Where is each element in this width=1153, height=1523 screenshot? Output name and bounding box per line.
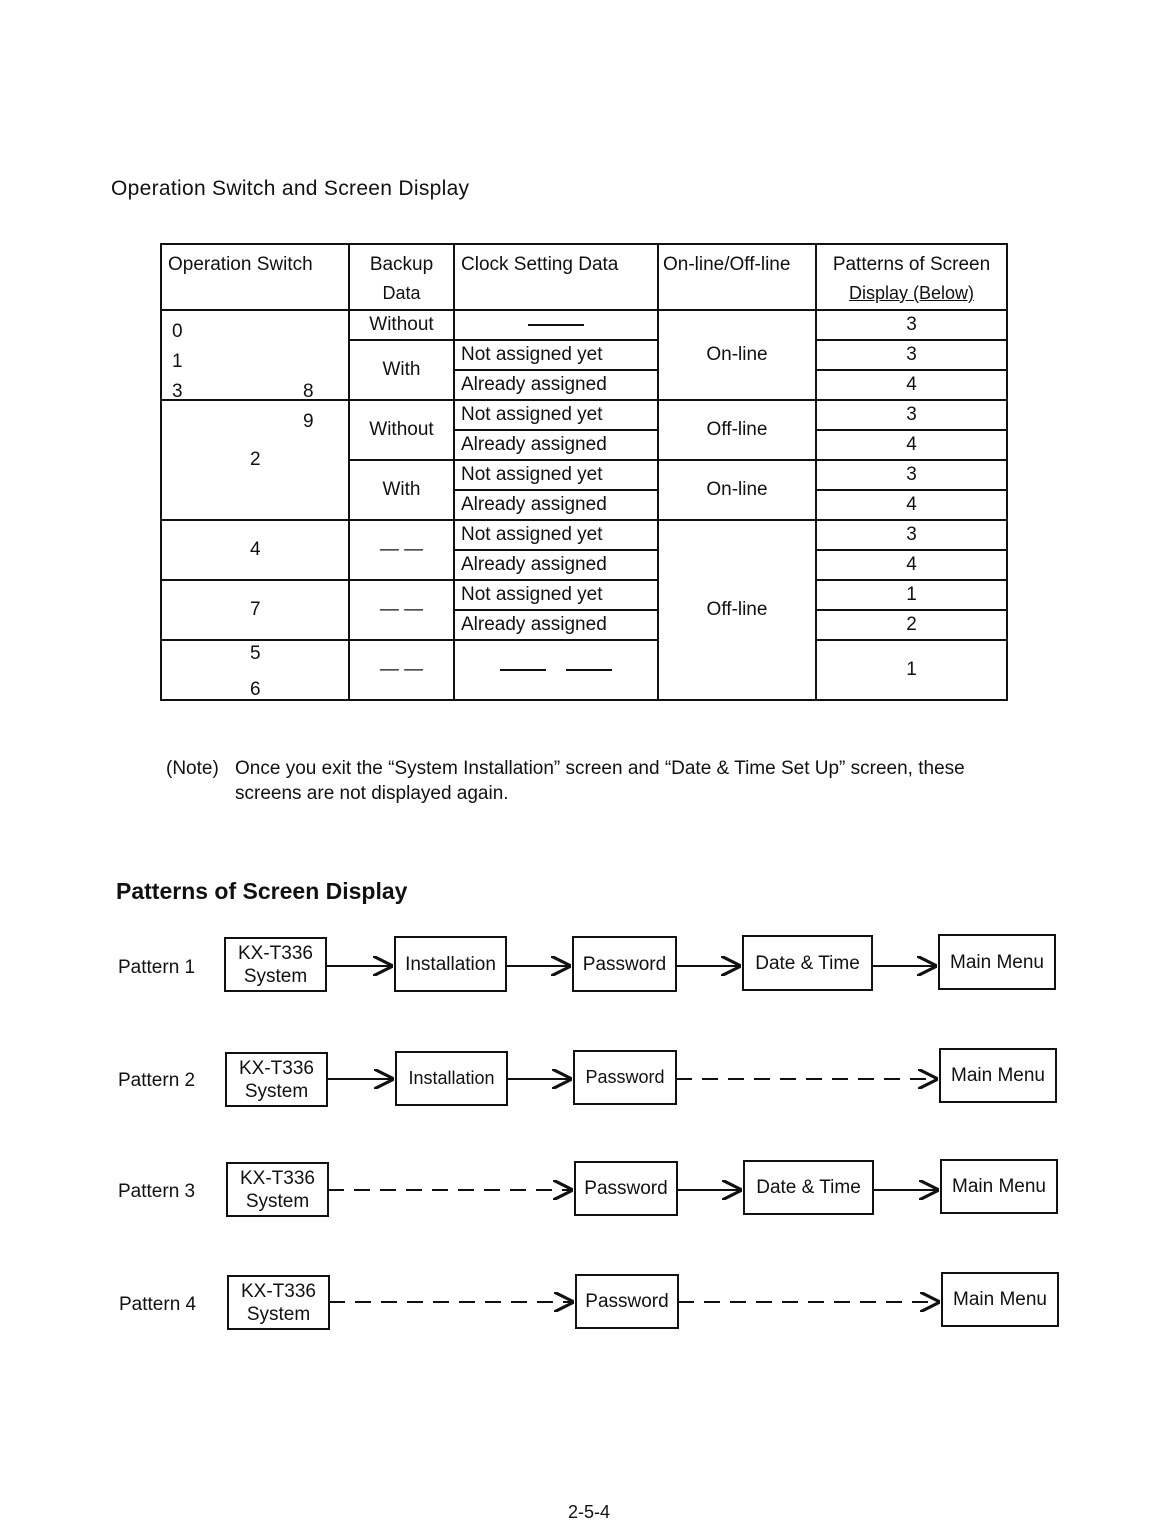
backup-none: — — (349, 640, 454, 700)
pattern-3-date-time-box: Date & Time (743, 1160, 874, 1215)
backup-with: With (349, 460, 454, 520)
system-line1: KX-T336 (241, 1280, 316, 1302)
header-online-offline: On-line/Off-line (658, 244, 816, 310)
pattern-value: 4 (816, 430, 1007, 460)
pattern-3-system-box (226, 1162, 329, 1217)
patterns-title: Patterns of Screen Display (116, 878, 408, 904)
clock-not-assigned: Not assigned yet (454, 520, 658, 550)
switch-value: 8 (303, 381, 314, 402)
pattern-1-label: Pattern 1 (118, 957, 196, 978)
pattern-4-label: Pattern 4 (119, 1294, 197, 1315)
pattern-value: 2 (816, 610, 1007, 640)
pattern-1-main-menu-box: Main Menu (938, 934, 1056, 990)
pattern-2-system-box (225, 1052, 328, 1107)
section-title: Operation Switch and Screen Display (111, 177, 470, 200)
pattern-4-password-box: Password (575, 1274, 679, 1329)
pattern-4-system-box (227, 1275, 330, 1330)
pattern-value: 4 (816, 370, 1007, 400)
pattern-value: 4 (816, 490, 1007, 520)
header-backup-data-line1: Backup (369, 254, 434, 275)
page-number: 2-5-4 (568, 1502, 611, 1522)
switch-value: 6 (250, 679, 261, 700)
header-backup-data-line2: Data (382, 283, 421, 303)
pattern-value: 3 (816, 400, 1007, 430)
backup-without: Without (349, 310, 454, 340)
switch-cell-group-b: 2 (161, 400, 349, 520)
backup-without: Without (349, 400, 454, 460)
backup-none: — — (349, 520, 454, 580)
system-line2: System (246, 1303, 311, 1325)
pattern-2-installation-box: Installation (395, 1051, 508, 1106)
note-text: Once you exit the “System Installation” screen and “Date & Time Set Up” screen, these screens are not displayed again. (235, 758, 965, 804)
clock-already-assigned: Already assigned (454, 550, 658, 580)
note-label: (Note) (166, 758, 219, 779)
mode-offline: Off-line (658, 520, 816, 700)
switch-value: 3 (172, 381, 183, 402)
pattern-3-password-box: Password (574, 1161, 678, 1216)
header-clock-setting-data: Clock Setting Data (454, 244, 658, 310)
header-operation-switch: Operation Switch (161, 244, 349, 310)
clock-already-assigned: Already assigned (454, 370, 658, 400)
switch-value: 1 (172, 351, 183, 372)
switch-cell-group-d: 7 (161, 580, 349, 640)
pattern-2-label: Pattern 2 (118, 1070, 196, 1091)
switch-value: 0 (172, 321, 183, 342)
mode-online: On-line (658, 460, 816, 520)
clock-already-assigned: Already assigned (454, 430, 658, 460)
switch-cell-group-c: 4 (161, 520, 349, 580)
pattern-3-label: Pattern 3 (118, 1181, 196, 1202)
switch-value: 5 (250, 643, 261, 664)
system-line2: System (245, 1190, 310, 1212)
pattern-value: 1 (816, 640, 1007, 700)
system-line2: System (244, 1080, 309, 1102)
header-patterns-line2: Display (Below) (848, 283, 975, 303)
pattern-2-main-menu-box: Main Menu (939, 1048, 1057, 1103)
system-line1: KX-T336 (238, 942, 313, 964)
clock-not-assigned: Not assigned yet (454, 400, 658, 430)
switch-value: 9 (303, 411, 314, 432)
clock-already-assigned: Already assigned (454, 490, 658, 520)
pattern-1-system-box (224, 937, 327, 992)
pattern-value: 4 (816, 550, 1007, 580)
pattern-value: 1 (816, 580, 1007, 610)
backup-none: — — (349, 580, 454, 640)
mode-online: On-line (658, 310, 816, 400)
pattern-value: 3 (816, 520, 1007, 550)
pattern-4-main-menu-box: Main Menu (941, 1272, 1059, 1327)
pattern-value: 3 (816, 310, 1007, 340)
clock-already-assigned: Already assigned (454, 610, 658, 640)
pattern-1-date-time-box: Date & Time (742, 935, 873, 991)
system-line1: KX-T336 (239, 1057, 314, 1079)
system-line2: System (243, 965, 308, 987)
clock-not-assigned: Not assigned yet (454, 580, 658, 610)
pattern-3-main-menu-box: Main Menu (940, 1159, 1058, 1214)
pattern-value: 3 (816, 340, 1007, 370)
header-patterns-line1: Patterns of Screen (832, 254, 991, 275)
clock-not-assigned: Not assigned yet (454, 340, 658, 370)
pattern-2-password-box: Password (573, 1050, 677, 1105)
pattern-1-installation-box: Installation (394, 936, 507, 992)
backup-with: With (349, 340, 454, 400)
pattern-value: 3 (816, 460, 1007, 490)
clock-not-assigned: Not assigned yet (454, 460, 658, 490)
system-line1: KX-T336 (240, 1167, 315, 1189)
mode-offline: Off-line (658, 400, 816, 460)
pattern-1-password-box: Password (572, 936, 677, 992)
